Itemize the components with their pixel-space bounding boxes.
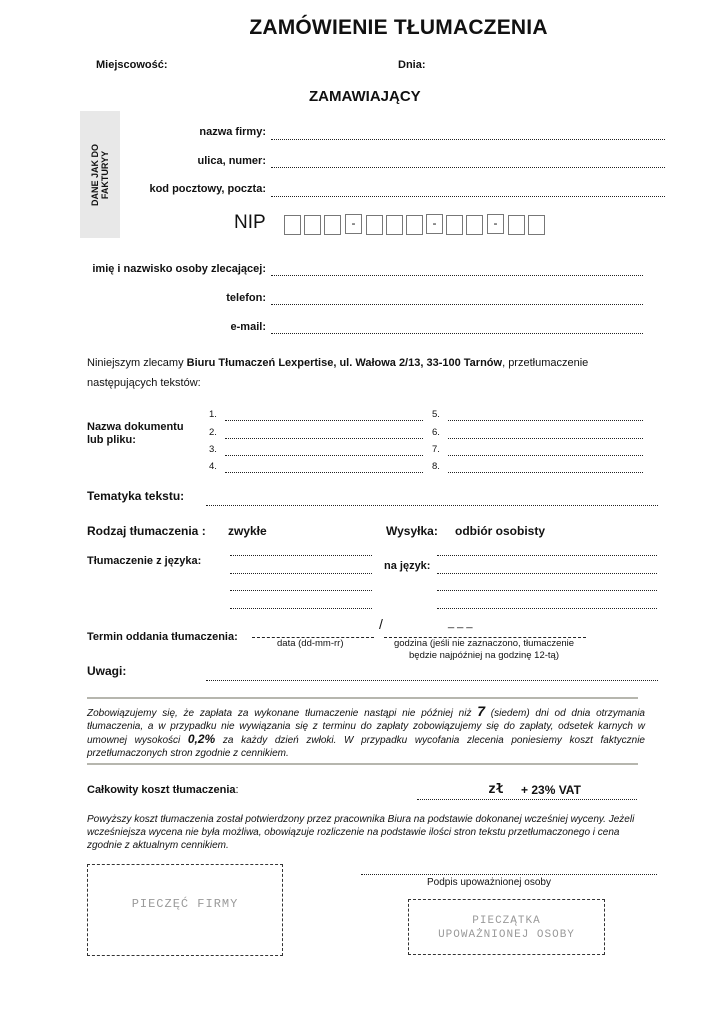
topic-label: Tematyka tekstu:	[87, 489, 185, 503]
nip-digit-box[interactable]	[324, 215, 341, 235]
doc-number-8: 8.	[432, 461, 440, 472]
company-stamp-text: PIECZĘĆ FIRMY	[131, 897, 239, 911]
doc-number-1: 1.	[209, 409, 217, 420]
shipping-value[interactable]: odbiór osobisty	[455, 524, 545, 538]
deadline-time-hint-line2: będzie najpóźniej na godzinę 12-tą)	[409, 650, 559, 661]
shipping-label: Wysyłka:	[386, 524, 438, 538]
to-language-field-4[interactable]	[437, 608, 657, 609]
deadline-time-placeholder: _ _ _	[448, 617, 473, 629]
nip-digit-box[interactable]	[528, 215, 545, 235]
to-language-field-2[interactable]	[437, 573, 657, 574]
doc-number-2: 2.	[209, 427, 217, 438]
intro-company: Biuru Tłumaczeń Lexpertise, ul. Wałowa 2/13, 33-100 Tarnów	[186, 357, 503, 369]
total-cost-field[interactable]	[417, 799, 637, 800]
person-field[interactable]	[271, 275, 643, 276]
company-name-field[interactable]	[271, 139, 665, 140]
penalty-rate: 0,2%	[187, 732, 216, 746]
to-language-field-3[interactable]	[437, 590, 657, 591]
total-cost-label-text: Całkowity koszt tłumaczenia	[87, 784, 236, 796]
nip-digit-box[interactable]	[284, 215, 301, 235]
doc-field-3[interactable]	[225, 455, 423, 456]
nip-digit-box[interactable]	[446, 215, 463, 235]
payment-terms	[87, 705, 645, 760]
deadline-date-hint: data (dd-mm-rr)	[277, 638, 344, 649]
signature-field[interactable]	[361, 874, 657, 875]
email-field[interactable]	[271, 333, 643, 334]
doc-field-5[interactable]	[448, 420, 643, 421]
intro-part1: Niniejszym zlecamy	[87, 357, 187, 369]
email-label: e-mail:	[230, 321, 266, 333]
intro-line2: następujących tekstów:	[87, 377, 201, 389]
confirmation-note: Powyższy koszt tłumaczenia został potwierdzony przez pracownika Biura na podstawie dokonanej wcześniej wyceny. Jeżeli wcześniejsza wycena nie była możliwa, obowiązuje rozliczenie na podstawie ilości stron tekstu przetłumaczonego i cena zgodnie z aktualnym cennikiem.	[87, 814, 635, 851]
doc-number-6: 6.	[432, 427, 440, 438]
invoice-data-side-label	[80, 111, 120, 238]
documents-label-line1: Nazwa dokumentu	[87, 421, 184, 433]
section-title-ordering-party: ZAMAWIAJĄCY	[309, 88, 421, 105]
nip-separator: -	[345, 214, 362, 234]
divider-top	[87, 697, 638, 699]
phone-field[interactable]	[271, 304, 643, 305]
person-stamp-line2: UPOWAŻNIONEJ OSOBY	[438, 929, 575, 941]
nip-digit-box[interactable]	[386, 215, 403, 235]
divider-bottom	[87, 763, 638, 765]
side-label-line1: DANE JAK DO	[90, 143, 100, 206]
to-language-field-1[interactable]	[437, 555, 657, 556]
form-title: ZAMÓWIENIE TŁUMACZENIA	[249, 16, 548, 39]
payment-terms-p1: Zobowiązujemy się, że zapłata za wykonane tłumaczenie nastąpi nie później niż	[87, 708, 478, 719]
from-language-field-2[interactable]	[230, 573, 372, 574]
total-cost-colon: :	[235, 784, 239, 796]
signature-label: Podpis upoważnionej osoby	[427, 877, 551, 888]
from-language-field-1[interactable]	[230, 555, 372, 556]
street-field[interactable]	[271, 167, 665, 168]
doc-number-7: 7.	[432, 444, 440, 455]
translation-type-value[interactable]: zwykłe	[228, 524, 267, 538]
nip-separator: -	[426, 214, 443, 234]
deadline-time-hint	[384, 638, 584, 662]
person-stamp-area[interactable]	[408, 899, 605, 955]
street-label: ulica, numer:	[197, 155, 266, 167]
side-label-line2: FAKTURYY	[100, 150, 110, 199]
payment-terms-p2: (siedem) dni od dnia otrzymania tłumaczenia, a w przypadku nie wywiązania się z terminu do zapłaty zobowiązujemy się do zapłaty, odsetek karnych w umownej wysokości	[87, 708, 645, 746]
deadline-time-hint-line1: godzina (jeśli nie zaznaczono, tłumaczenie	[393, 638, 575, 649]
vat-label: + 23% VAT	[521, 783, 581, 797]
nip-label: NIP	[234, 212, 266, 233]
nip-digit-box[interactable]	[508, 215, 525, 235]
doc-field-7[interactable]	[448, 455, 643, 456]
doc-field-8[interactable]	[448, 472, 643, 473]
company-stamp-area[interactable]	[87, 864, 283, 956]
from-language-label: Tłumaczenie z języka:	[87, 555, 202, 567]
postal-field[interactable]	[271, 196, 665, 197]
doc-field-4[interactable]	[225, 472, 423, 473]
topic-field[interactable]	[206, 505, 658, 506]
to-language-label: na język:	[384, 560, 431, 572]
documents-label	[87, 421, 184, 447]
phone-label: telefon:	[226, 292, 266, 304]
total-cost-label	[87, 784, 239, 796]
deadline-label: Termin oddania tłumaczenia:	[87, 631, 238, 643]
postal-label: kod pocztowy, poczta:	[149, 183, 266, 195]
currency-label: zł	[488, 782, 504, 797]
person-stamp-text	[409, 914, 604, 942]
place-label: Miejscowość:	[96, 59, 168, 71]
nip-digit-box[interactable]	[304, 215, 321, 235]
doc-field-1[interactable]	[225, 420, 423, 421]
payment-terms-p3: za każdy dzień zwłoki. W przypadku wycofania zlecenia poniesiemy koszt faktycznie przetłumaczonych stron zgodnie z cennikiem.	[87, 735, 645, 759]
date-label: Dnia:	[398, 59, 426, 71]
from-language-field-3[interactable]	[230, 590, 372, 591]
documents-label-line2: lub pliku:	[87, 434, 136, 446]
payment-days: 7	[477, 703, 486, 719]
nip-digit-box[interactable]	[366, 215, 383, 235]
deadline-slash: /	[379, 616, 383, 632]
nip-separator: -	[487, 214, 504, 234]
intro-paragraph	[87, 357, 647, 369]
notes-field[interactable]	[206, 680, 658, 681]
nip-digit-box[interactable]	[466, 215, 483, 235]
doc-number-3: 3.	[209, 444, 217, 455]
company-name-label: nazwa firmy:	[199, 126, 266, 138]
person-label: imię i nazwisko osoby zlecającej:	[92, 263, 266, 275]
nip-digit-box[interactable]	[406, 215, 423, 235]
notes-label: Uwagi:	[87, 664, 127, 678]
doc-number-4: 4.	[209, 461, 217, 472]
from-language-field-4[interactable]	[230, 608, 372, 609]
doc-field-6[interactable]	[448, 438, 643, 439]
translation-type-label: Rodzaj tłumaczenia :	[87, 524, 206, 538]
intro-part2: , przetłumaczenie	[502, 357, 589, 369]
doc-field-2[interactable]	[225, 438, 423, 439]
person-stamp-line1: PIECZĄTKA	[472, 915, 541, 927]
doc-number-5: 5.	[432, 409, 440, 420]
